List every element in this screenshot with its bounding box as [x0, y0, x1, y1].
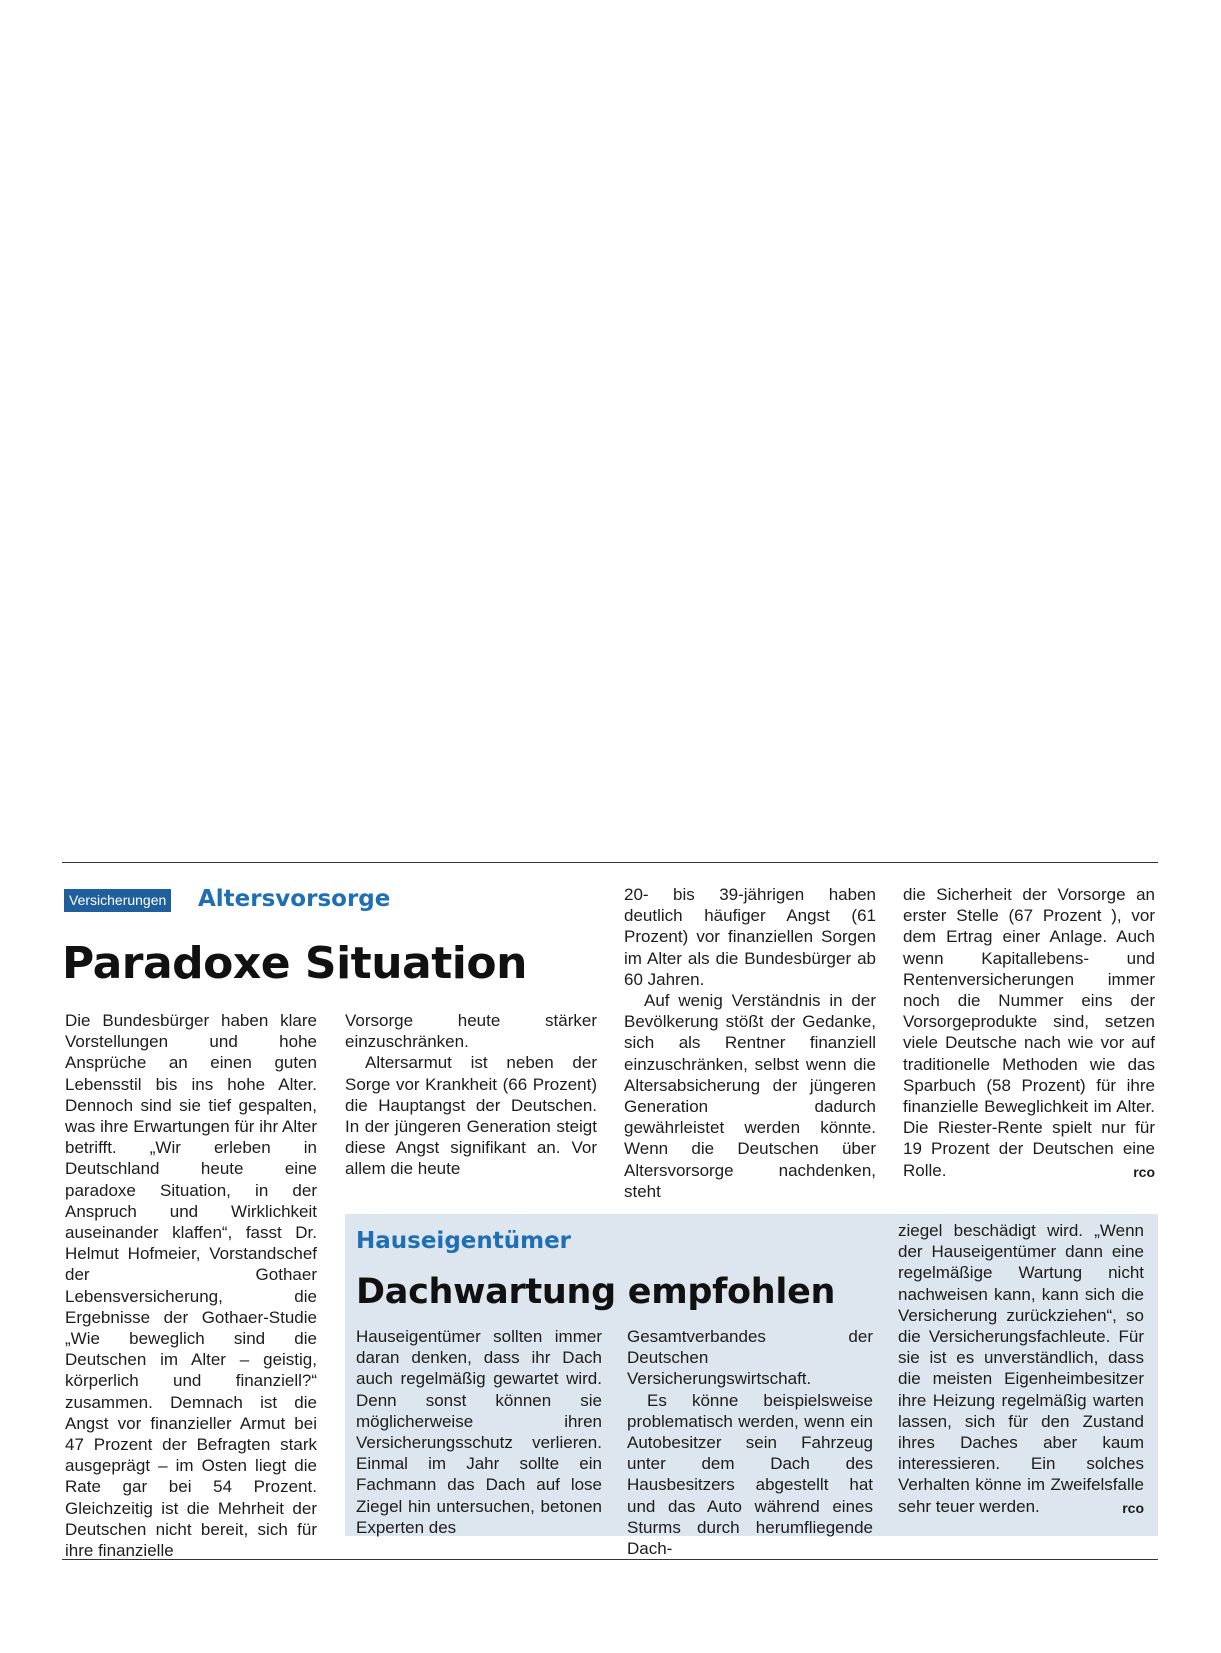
- paragraph-text: die Sicherheit der Vorsorge an erster Stelle (67 Prozent ), vor dem Ertrag einer Anlage. Auch wenn Kapitallebens- und Rentenversicherungen immer noch die Nummer eins der Vorsorgeprodukte sind, setzen viele Deutsche nach wie vor auf traditionelle Methoden wie das Sparbuch (58 Prozent) für ihre finanzielle Beweglichkeit im Alter. Die Riester-Rente spielt nur für 19 Prozent der Deutschen eine Rolle.: [903, 885, 1155, 1180]
- paragraph-text: ziegel beschädigt wird. „Wenn der Hauseigentümer dann eine regelmäßige Wartung nicht nachweisen kann, kann sich die Versicherung zurückziehen“, so die Versicherungsfachleute. Für sie ist es unverständlich, dass die meisten Eigenheimbesitzer ihre Heizung regelmäßig warten lassen, sich für den Zustand ihres Daches aber kaum interessieren. Ein solches Verhalten könne im Zweifelsfalle sehr teuer werden.: [898, 1221, 1144, 1516]
- article-column-1: [65, 1010, 317, 1561]
- paragraph: [903, 884, 1155, 1181]
- article-column-3: [624, 884, 876, 1202]
- box-kicker: Hauseigentümer: [356, 1228, 572, 1254]
- paragraph: Auf wenig Verständnis in der Bevölkerung stößt der Gedanke, sich als Rentner finanziell einzuschränken, selbst wenn die Altersabsicherung der jüngeren Generation dadurch gewährleistet werden könnte. Wenn die Deutschen über Altersvorsorge nachdenken, steht: [624, 991, 876, 1201]
- box-headline: Dachwartung empfohlen: [356, 1272, 836, 1312]
- paragraph: Die Bundesbürger haben klare Vorstellungen und hohe Ansprüche an einen guten Lebensstil bis ins hohe Alter. Dennoch sind sie tief gespalten, was ihre Erwartungen für ihr Alter betrifft. „Wir erleben in Deutschland heute eine paradoxe Situation, in der Anspruch und Wirklichkeit auseinander klaffen“, fasst Dr. Helmut Hofmeier, Vorstandschef der Gothaer Lebensversicherung, die Ergebnisse der Gothaer-Studie „Wie beweglich sind die Deutschen im Alter – geistig, körperlich und finanziell?“ zusammen. Demnach ist die Angst vor finanzieller Armut bei 47 Prozent der Befragten stark ausgeprägt – im Osten liegt die Rate gar bei 54 Prozent. Gleichzeitig ist die Mehrheit der Deutschen nicht bereit, sich für ihre finanzielle: [65, 1011, 317, 1561]
- box-column-2: [627, 1326, 873, 1559]
- article-column-2: [345, 1010, 597, 1180]
- section-tag: Versicherungen: [64, 889, 171, 912]
- paragraph: 20- bis 39-jährigen haben deutlich häufiger Angst (61 Prozent) vor finanziellen Sorgen im Alter als die Bundesbürger ab 60 Jahren.: [624, 885, 876, 989]
- paragraph: [898, 1220, 1144, 1517]
- article-column-4: [903, 884, 1155, 1183]
- paragraph: Altersarmut ist neben der Sorge vor Krankheit (66 Prozent) die Hauptangst der Deutschen. In der jüngeren Generation steigt diese Angst signifikant an. Vor allem die heute: [345, 1053, 597, 1179]
- paragraph: Hauseigentümer sollten immer daran denken, dass ihr Dach auch regelmäßig gewartet wird. Denn sonst können sie möglicherweise ihren Versicherungsschutz verlieren. Einmal im Jahr sollte ein Fachmann das Dach auf lose Ziegel hin untersuchen, betonen Experten des: [356, 1327, 602, 1537]
- article-kicker: Altersvorsorge: [198, 886, 391, 912]
- bottom-rule: [62, 1559, 1158, 1560]
- paragraph: Vorsorge heute stärker einzuschränken.: [345, 1011, 597, 1052]
- paragraph: Es könne beispielsweise problematisch werden, wenn ein Autobesitzer sein Fahrzeug unter dem Dach des Hausbesitzers abgestellt hat und das Auto während eines Sturms durch herumfliegende Dach-: [627, 1390, 873, 1559]
- author-signature: rco: [1133, 1163, 1155, 1180]
- paragraph: Gesamtverbandes der Deutschen Versicherungswirtschaft.: [627, 1327, 873, 1389]
- box-column-1: [356, 1326, 602, 1538]
- article-headline: Paradoxe Situation: [62, 938, 527, 989]
- top-rule: [62, 862, 1158, 863]
- box-column-3: [898, 1220, 1144, 1519]
- author-signature: rco: [1122, 1499, 1144, 1516]
